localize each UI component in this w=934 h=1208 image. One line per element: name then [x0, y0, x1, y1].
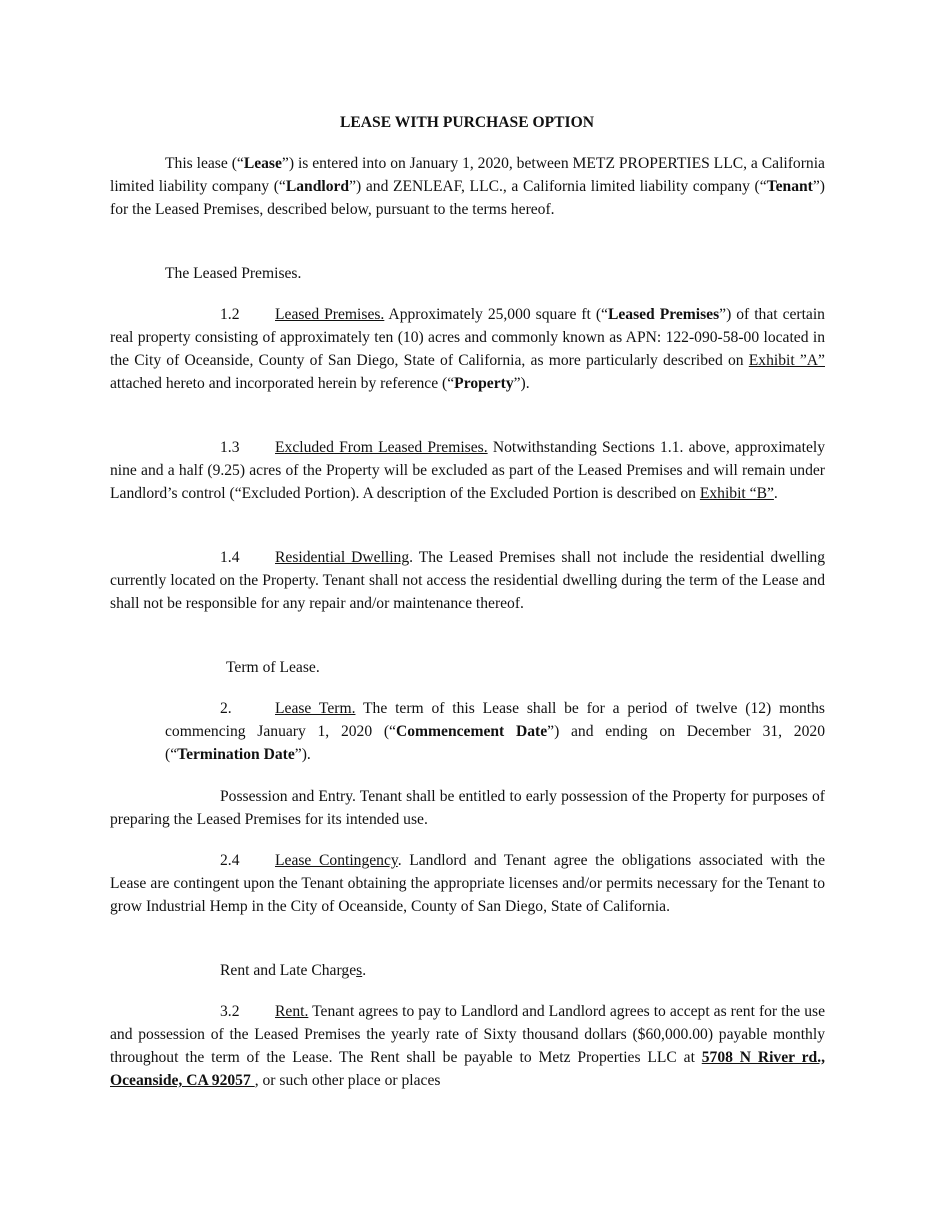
heading-leased-premises: The Leased Premises.	[165, 265, 302, 282]
section-2	[165, 697, 825, 766]
section-number: 1.3	[220, 439, 240, 456]
section-number: 2.4	[220, 852, 240, 869]
section-1-3	[110, 436, 825, 505]
defined-term: Tenant	[766, 178, 813, 195]
text: ”) of that certain real property consisting of approximately ten (10) acres and commonly known as APN: 122-090-58-00 located in the City of Oceanside, County of San Diego, State of California, as more particularly described on	[110, 306, 825, 369]
text: The term of this Lease shall be for a period of twelve (12) months commencing January 1, 2020 (“	[165, 700, 825, 740]
defined-term: Termination Date	[177, 746, 295, 763]
text: ”) and ending on December 31, 2020 (“	[165, 723, 825, 763]
text: ”) is entered into on January 1, 2020, between METZ PROPERTIES LLC, a California limited liability company (“	[110, 155, 825, 195]
section-number: 3.2	[220, 1003, 240, 1020]
defined-term: Leased Premises	[607, 306, 720, 323]
text: Notwithstanding Sections 1.1. above, approximately nine and a half (9.25) acres of the Property will be excluded as part of the Leased Premises and will remain under Landlord’s control (“Excluded Portion). A description of the Excluded Portion is described on	[110, 439, 825, 502]
heading-term-of-lease: Term of Lease.	[226, 659, 320, 676]
section-1-2	[110, 303, 825, 395]
section-label: Lease Contingency	[275, 852, 398, 869]
text: ”).	[513, 375, 530, 392]
possession-paragraph: Possession and Entry. Tenant shall be entitled to early possession of the Property for purposes of preparing the Leased Premises for its intended use.	[110, 788, 825, 828]
text: Approximately 25,000 square ft (“	[384, 306, 608, 323]
section-3-2	[110, 1000, 825, 1092]
intro-paragraph	[110, 152, 825, 221]
section-label: Lease Term.	[275, 700, 356, 717]
text: ”) and ZENLEAF, LLC., a California limited liability company (“	[349, 178, 767, 195]
defined-term: Property	[454, 375, 514, 392]
heading-rent	[110, 959, 825, 982]
section-2-4	[110, 849, 825, 918]
section-number: 1.2	[220, 306, 240, 323]
text: . The Leased Premises shall not include the residential dwelling currently located on the Property. Tenant shall not access the residential dwelling during the term of the Lease and shall not be responsible for any repair and/or maintenance thereof.	[110, 549, 825, 612]
text: .	[773, 485, 778, 502]
section-label: Rent.	[275, 1003, 309, 1020]
section-number: 1.4	[220, 549, 240, 566]
exhibit-b-reference: Exhibit “B”	[699, 485, 774, 502]
section-label: Excluded From Leased Premises.	[275, 439, 488, 456]
defined-term: Commencement Date	[395, 723, 548, 740]
text: s	[356, 962, 363, 979]
text: .	[362, 962, 367, 979]
text: . Landlord and Tenant agree the obligations associated with the Lease are contingent upon the Tenant obtaining the appropriate licenses and/or permits necessary for the Tenant to grow Industrial Hemp in the City of Oceanside, County of San Diego, State of California.	[110, 852, 825, 915]
section-1-4	[110, 546, 825, 615]
defined-term: Landlord	[285, 178, 350, 195]
defined-term: Lease	[243, 155, 282, 172]
text: attached hereto and incorporated herein by reference (“	[110, 375, 455, 392]
payment-address: 5708 N River rd., Oceanside, CA 92057	[110, 1049, 825, 1089]
section-label: Residential Dwelling	[275, 549, 410, 566]
section-number: 2.	[220, 700, 232, 717]
text: , or such other place or places	[254, 1072, 441, 1089]
exhibit-a-reference: Exhibit ”A”	[748, 352, 825, 369]
text: ”) for the Leased Premises, described below, pursuant to the terms hereof.	[110, 178, 825, 218]
text: Tenant agrees to pay to Landlord and Landlord agrees to accept as rent for the use and possession of the Leased Premises the yearly rate of Sixty thousand dollars ($60,000.00) payable monthly throughout the term of the Lease. The Rent shall be payable to Metz Properties LLC at	[110, 1003, 825, 1066]
section-label: Leased Premises.	[275, 306, 385, 323]
text: ”).	[294, 746, 311, 763]
text: Rent and Late Charge	[220, 962, 357, 979]
text: This lease (“	[165, 155, 244, 172]
document-title: LEASE WITH PURCHASE OPTION	[339, 114, 595, 131]
